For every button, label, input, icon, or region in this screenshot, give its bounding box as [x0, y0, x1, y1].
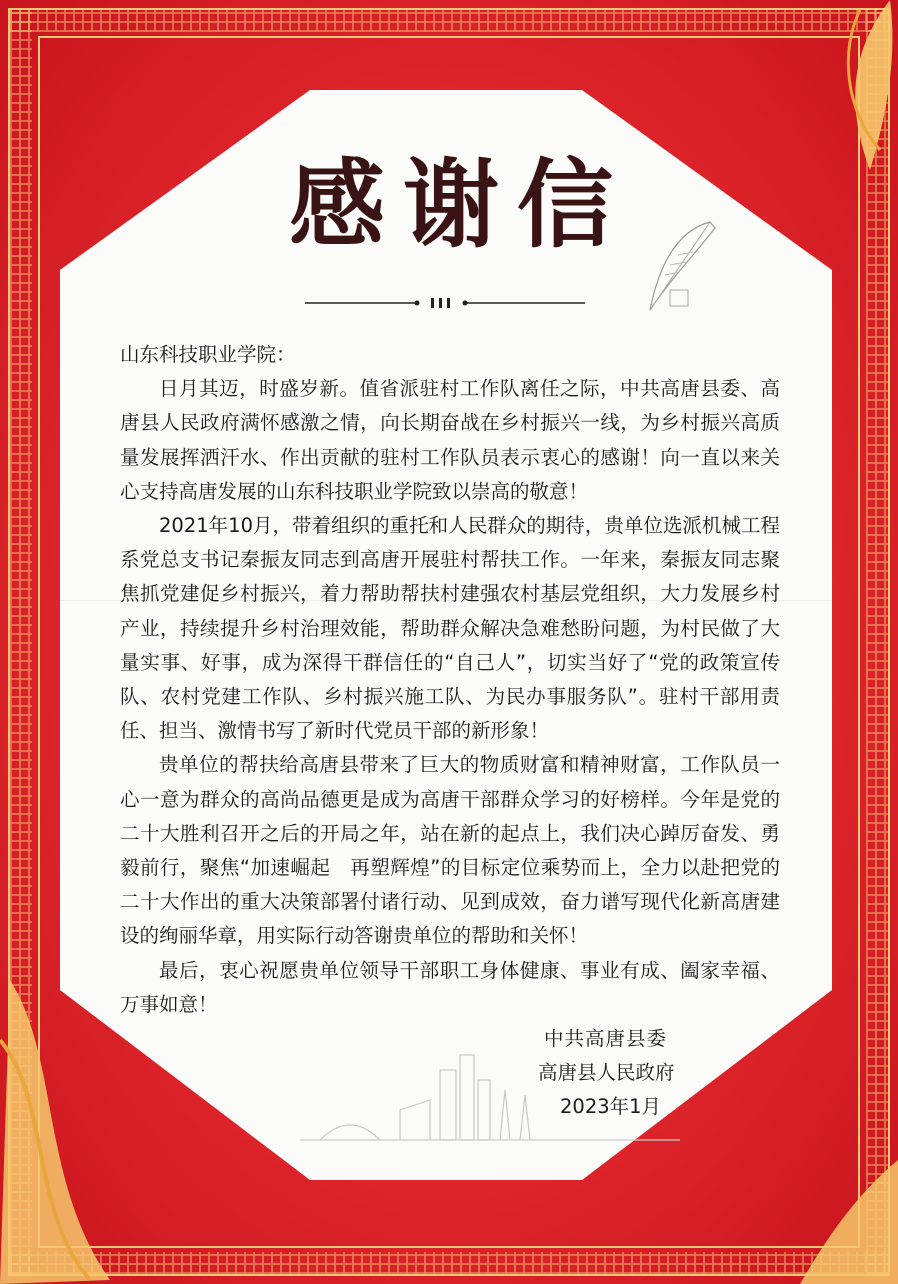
- paragraph-3: 贵单位的帮扶给高唐县带来了巨大的物质财富和精神财富，工作队员一心一意为群众的高尚品德更是成为高唐干部群众学习的好榜样。今年是党的二十大胜利召开之后的开局之年，站在新的起点上，我们决心踔厉奋发、勇毅前行，聚焦“加速崛起 再塑辉煌”的目标定位乘势而上，全力以赴把党的二十大作出的重大决策部署付诸行动、见到成效，奋力谱写现代化新高唐建设的绚丽华章，用实际行动答谢贵单位的帮助和关怀！: [120, 753, 780, 948]
- letter-body: [120, 338, 780, 1022]
- gold-leaf-decoration-icon: [800, 0, 898, 180]
- gold-leaf-decoration-icon: [760, 1160, 898, 1284]
- signature-date: 2023年1月: [560, 1095, 662, 1118]
- paragraph-2: 2021年10月，带着组织的重托和人民群众的期待，贵单位选派机械工程系党总支书记秦振友同志到高唐开展驻村帮扶工作。一年来，秦振友同志聚焦抓党建促乡村振兴，着力帮助帮扶村建强农村基层党组织，大力发展乡村产业，持续提升乡村治理效能，帮助群众解决急难愁盼问题，为村民做了大量实事、好事，成为深得干群信任的“自己人”，切实当好了“党的政策宣传队、农村党建工作队、乡村振兴施工队、为民办事服务队”。驻村干部用责任、担当、激情书写了新时代党员干部的新形象！: [120, 514, 780, 743]
- quill-pen-icon: [640, 220, 720, 320]
- paragraph-4: 最后，衷心祝愿贵单位领导干部职工身体健康、事业有成、阖家幸福、万事如意！: [120, 958, 780, 1016]
- salutation: 山东科技职业学院：: [120, 343, 296, 366]
- letter-title: 感谢信: [289, 148, 631, 261]
- signature-block: [520, 1022, 720, 1124]
- paragraph-1: 日月其迈，时盛岁新。值省派驻村工作队离任之际，中共高唐县委、高唐县人民政府满怀感激之情，向长期奋战在乡村振兴一线，为乡村振兴高质量发展挥洒汗水、作出贡献的驻村工作队员表示衷心的感谢！向一直以来关心支持高唐发展的山东科技职业学院致以崇高的敬意！: [120, 377, 780, 503]
- title-divider: [305, 298, 585, 308]
- signature-org-government: 高唐县人民政府: [538, 1061, 675, 1084]
- signature-org-committee: 中共高唐县委: [544, 1027, 668, 1050]
